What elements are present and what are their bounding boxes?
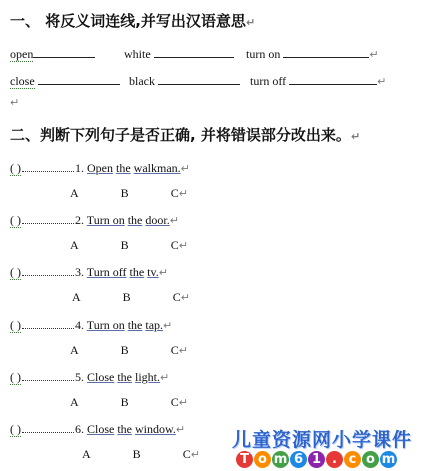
option-b[interactable]: B xyxy=(120,238,129,252)
word-a: Turn on xyxy=(86,318,125,332)
watermark-letter: . xyxy=(326,451,343,468)
option-a[interactable]: A xyxy=(70,186,79,200)
option-b[interactable]: B xyxy=(132,447,141,461)
option-a[interactable]: A xyxy=(70,395,79,409)
answer-paren[interactable]: ( ) xyxy=(10,265,21,279)
word-c: window. xyxy=(135,422,176,436)
option-c[interactable]: C xyxy=(170,186,179,200)
section2-title: 二、判断下列句子是否正确, 并将错误部分改出来。↵ xyxy=(10,126,361,144)
options-3: A B C↵ xyxy=(72,290,190,304)
question-number: 5. xyxy=(75,370,84,384)
word-open: open xyxy=(10,46,95,62)
question-number: 3. xyxy=(75,265,84,279)
word-b: the xyxy=(129,265,145,279)
option-a[interactable]: A xyxy=(82,447,91,461)
word-c: light. xyxy=(135,370,161,384)
option-b[interactable]: B xyxy=(122,290,131,304)
word-b: the xyxy=(117,422,133,436)
option-c[interactable]: C xyxy=(170,238,179,252)
word-white: white xyxy=(124,46,234,62)
word-c: door. xyxy=(145,213,170,227)
word-turn-on: turn on ↵ xyxy=(246,47,379,61)
options-2: A B C↵ xyxy=(70,238,188,252)
question-1: ( ) 1. Open the walkman.↵ xyxy=(10,161,190,175)
watermark-letter: T xyxy=(236,451,253,468)
option-a[interactable]: A xyxy=(70,238,79,252)
watermark-text: 儿童资源网小学课件 xyxy=(232,429,413,451)
watermark-letter: o xyxy=(362,451,379,468)
word-a: Close xyxy=(87,422,115,436)
question-number: 6. xyxy=(75,422,84,436)
option-c[interactable]: C xyxy=(182,447,191,461)
option-a[interactable]: A xyxy=(72,290,81,304)
options-4: A B C↵ xyxy=(70,343,188,357)
word-close: close xyxy=(10,73,120,89)
watermark-letter: 6 xyxy=(290,451,307,468)
word-b: the xyxy=(127,213,143,227)
answer-paren[interactable]: ( ) xyxy=(10,422,21,436)
option-a[interactable]: A xyxy=(70,343,79,357)
option-b[interactable]: B xyxy=(120,343,129,357)
option-c[interactable]: C xyxy=(170,395,179,409)
word-turn-off: turn off ↵ xyxy=(250,74,387,88)
section1-title: 一、 将反义词连线,并写出汉语意思↵ xyxy=(10,12,256,30)
word-c: tap. xyxy=(145,318,164,332)
watermark-letter: c xyxy=(344,451,361,468)
watermark-site xyxy=(236,451,397,468)
answer-paren[interactable]: ( ) xyxy=(10,370,21,384)
word-b: the xyxy=(117,370,133,384)
option-c[interactable]: C xyxy=(172,290,181,304)
word-c: tv. xyxy=(147,265,159,279)
word-a: Turn off xyxy=(86,265,127,279)
watermark-letter: 1 xyxy=(308,451,325,468)
word-a: Turn on xyxy=(86,213,125,227)
option-c[interactable]: C xyxy=(170,343,179,357)
watermark-letter: m xyxy=(273,452,288,467)
question-6: ( ) 6. Close the window.↵ xyxy=(10,422,186,436)
watermark-letter: m xyxy=(381,452,396,467)
option-b[interactable]: B xyxy=(120,395,129,409)
question-3: ( ) 3. Turn off the tv.↵ xyxy=(10,265,168,279)
options-6: A B C↵ xyxy=(82,447,200,461)
word-a: Open xyxy=(87,161,113,175)
watermark-letter: o xyxy=(254,451,271,468)
question-number: 2. xyxy=(75,213,84,227)
question-4: ( ) 4. Turn on the tap.↵ xyxy=(10,318,173,332)
paragraph-mark: ↵ xyxy=(10,96,20,109)
word-b: the xyxy=(116,161,131,175)
option-b[interactable]: B xyxy=(120,186,129,200)
word-black: black xyxy=(129,73,240,89)
answer-paren[interactable]: ( ) xyxy=(10,318,21,332)
answer-paren[interactable]: ( ) xyxy=(10,161,21,175)
question-5: ( ) 5. Close the light.↵ xyxy=(10,370,170,384)
options-1: A B C↵ xyxy=(70,186,188,200)
options-5: A B C↵ xyxy=(70,395,188,409)
word-c: walkman. xyxy=(133,161,181,175)
question-number: 4. xyxy=(75,318,84,332)
question-number: 1. xyxy=(75,161,84,175)
word-b: the xyxy=(127,318,143,332)
answer-paren[interactable]: ( ) xyxy=(10,213,21,227)
question-2: ( ) 2. Turn on the door.↵ xyxy=(10,213,179,227)
word-a: Close xyxy=(87,370,115,384)
